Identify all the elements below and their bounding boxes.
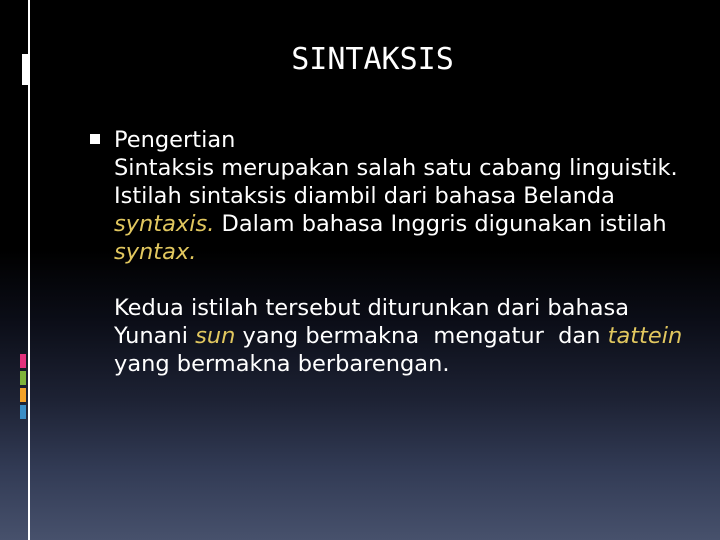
bullet-item — [92, 126, 692, 154]
definition-paragraph — [92, 154, 692, 266]
slide-body — [92, 126, 692, 378]
term-syntax: syntax. — [114, 239, 197, 265]
left-divider-line — [28, 0, 30, 540]
paragraph1-text-a: Sintaksis merupakan salah satu cabang linguistik. Istilah sintaksis diambil dari bahasa Belanda — [114, 155, 678, 209]
accent-bar-green — [20, 371, 26, 385]
paragraph1-text-b: Dalam bahasa Inggris digunakan istilah — [214, 211, 667, 237]
square-bullet-icon — [90, 134, 100, 144]
etymology-paragraph — [92, 294, 692, 378]
slide-title: SINTAKSIS — [291, 42, 454, 77]
term-tattein: tattein — [607, 323, 683, 349]
paragraph2-text-b: yang bermakna mengatur dan — [235, 323, 608, 349]
term-sun: sun — [195, 323, 236, 349]
accent-bar-blue — [20, 405, 26, 419]
accent-bar-pink — [20, 354, 26, 368]
bullet-heading: Pengertian — [114, 127, 236, 153]
paragraph2-text-c: yang bermakna berbarengan. — [114, 351, 450, 377]
accent-bar-orange — [20, 388, 26, 402]
term-syntaxis: syntaxis. — [114, 211, 215, 237]
paragraph2-text-a: Kedua istilah tersebut diturunkan dari bahasa Yunani — [114, 295, 630, 349]
